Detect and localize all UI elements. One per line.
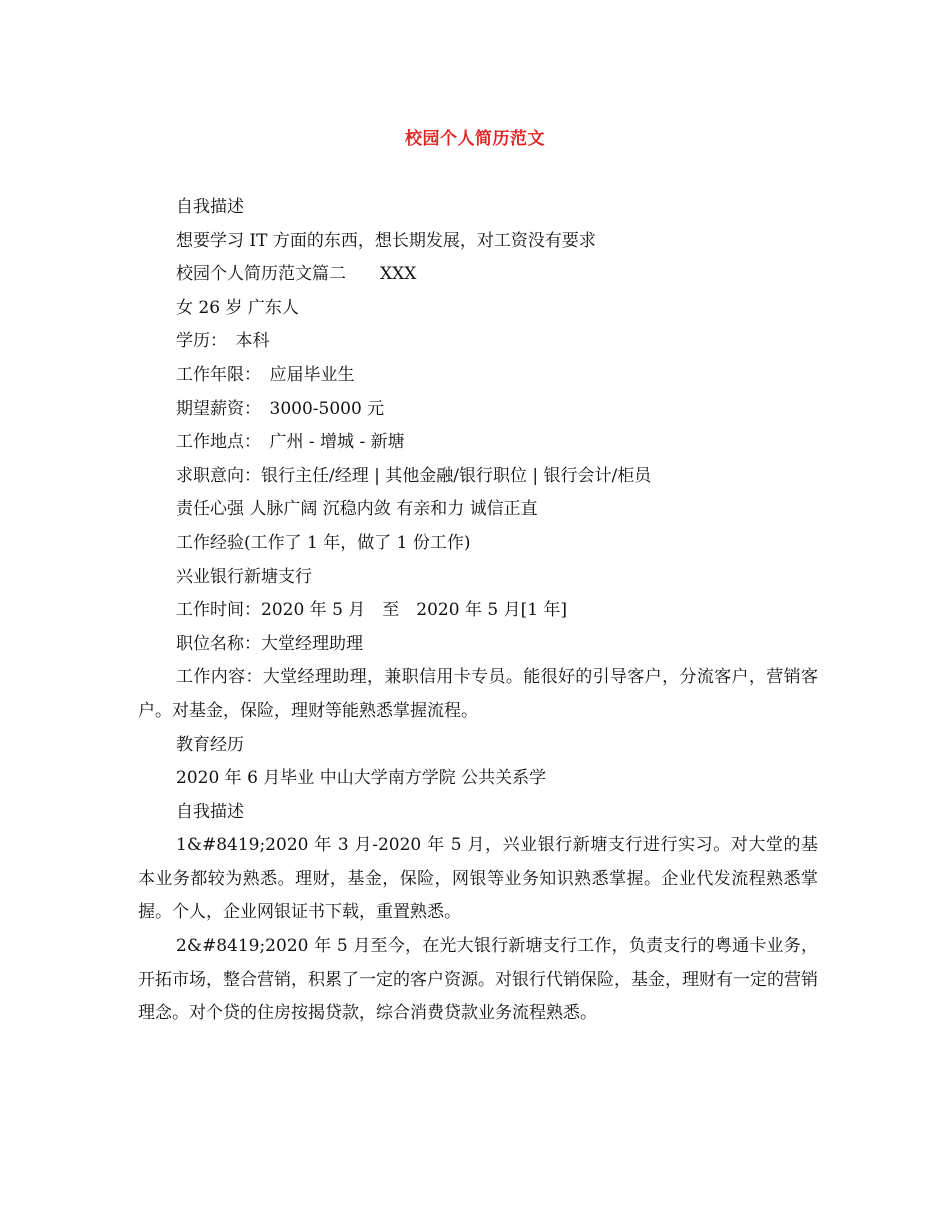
personal-info: 女 26 岁 广东人 xyxy=(176,297,299,318)
job-intention: 求职意向：银行主任/经理 | 其他金融/银行职位 | 银行会计/柜员 xyxy=(176,465,652,486)
resume-sample-heading: 校园个人简历范文篇二 XXX xyxy=(176,264,417,285)
education-level: 学历： 本科 xyxy=(176,331,270,352)
document-body xyxy=(138,191,818,1031)
work-period: 工作时间：2020 年 5 月 至 2020 年 5 月[1 年] xyxy=(176,600,568,621)
experience-paragraph-1: 1&#8419;2020 年 3 月-2020 年 5 月，兴业银行新塘支行进行实习。对大堂的基本业务都较为熟悉。理财，基金，保险，网银等业务知识熟悉掌握。企业代发流程熟悉掌握。个人，企业网银证书下载，重置熟悉。 xyxy=(138,835,818,923)
personal-traits: 责任心强 人脉广阔 沉稳内敛 有亲和力 诚信正直 xyxy=(176,499,538,520)
work-years: 工作年限： 应届毕业生 xyxy=(176,364,355,385)
position-title: 职位名称：大堂经理助理 xyxy=(176,633,363,654)
work-location: 工作地点： 广州 - 增城 - 新塘 xyxy=(176,432,405,453)
education-heading: 教育经历 xyxy=(176,734,244,755)
expected-salary: 期望薪资： 3000-5000 元 xyxy=(176,398,385,419)
work-experience-heading: 工作经验(工作了 1 年，做了 1 份工作) xyxy=(176,532,471,553)
work-content-paragraph: 工作内容：大堂经理助理，兼职信用卡专员。能很好的引导客户，分流客户，营销客户。对基金，保险，理财等能熟悉掌握流程。 xyxy=(138,667,818,721)
document-title: 校园个人简历范文 xyxy=(405,129,545,149)
experience-paragraph-2: 2&#8419;2020 年 5 月至今，在光大银行新塘支行工作，负责支行的粤通卡业务，开拓市场，整合营销，积累了一定的客户资源。对银行代销保险，基金，理财有一定的营销理念。对个贷的住房按揭贷款，综合消费贷款业务流程熟悉。 xyxy=(138,936,818,1024)
heading-self-description: 自我描述 xyxy=(176,197,244,217)
employer-name: 兴业银行新塘支行 xyxy=(176,566,312,587)
heading-self-description-2: 自我描述 xyxy=(176,801,244,822)
education-detail: 2020 年 6 月毕业 中山大学南方学院 公共关系学 xyxy=(176,768,547,789)
self-description-text: 想要学习 IT 方面的东西，想长期发展，对工资没有要求 xyxy=(176,230,596,251)
